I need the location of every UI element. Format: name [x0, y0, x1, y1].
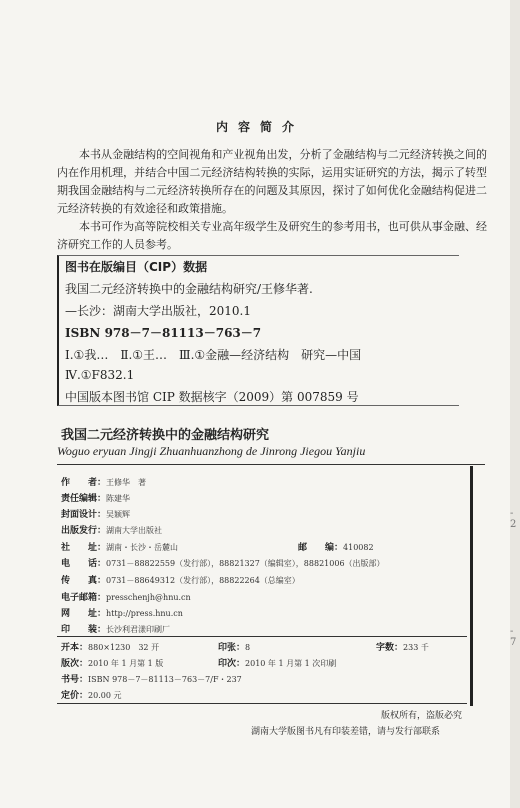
fax-label: 传 真： — [61, 576, 107, 586]
info-author — [61, 475, 146, 488]
info-printer — [61, 622, 170, 635]
format-value: 880×1230 32 开 — [88, 643, 160, 652]
summary-body — [57, 146, 487, 254]
info-publisher — [61, 523, 162, 536]
publisher-label: 出版发行： — [61, 526, 107, 536]
website-label: 网 址： — [61, 609, 107, 619]
printer-label: 印 装： — [61, 625, 107, 635]
divider-top — [57, 464, 485, 465]
cip-isbn: ISBN 978－7－81113－763－7 — [65, 326, 262, 340]
info-editor — [61, 491, 130, 504]
cip-heading: 图书在版编目（CIP）数据 — [65, 260, 208, 274]
words-value: 233 千 — [403, 643, 429, 652]
words-label: 字数： — [376, 643, 404, 653]
bookno-value: ISBN 978－7－81113－763－7/F・237 — [88, 675, 242, 684]
info-sheets — [218, 640, 250, 653]
summary-paragraph-1: 本书从金融结构的空间视角和产业视角出发，分析了金融结构与二元经济转换之间的内在作用机理，并结合中国二元经济结构转换的实际，运用实证研究的方法，揭示了转型期我国金融结构与二元经济转换所存在的问题及其原因，探讨了如何优化金融结构促进二元经济转换的有效途径和政策措施。 — [57, 148, 487, 215]
info-format — [61, 640, 159, 653]
copyright-notice: 版权所有，盗版必究 — [381, 711, 463, 721]
info-bookno — [61, 672, 242, 685]
address-value: 湖南・长沙・岳麓山 — [106, 543, 179, 552]
info-fax — [61, 573, 300, 586]
summary-title: 内容简介 — [215, 120, 304, 134]
format-label: 开本： — [61, 643, 89, 653]
publisher-value: 湖南大学出版社 — [106, 526, 163, 535]
cip-line-4: Ⅰ.①我… Ⅱ.①王… Ⅲ.①金融—经济结构 研究—中国 — [65, 348, 362, 362]
defect-notice: 湖南大学版图书凡有印装差错，请与发行部联系 — [251, 727, 441, 737]
info-address — [61, 540, 178, 553]
edge-mark-2: - 7 — [510, 626, 517, 648]
info-price — [61, 688, 121, 701]
cip-line-6: 中国版本图书馆 CIP 数据核字（2009）第 007859 号 — [65, 390, 359, 404]
website-value: http://press.hnu.cn — [106, 609, 183, 618]
book-title: 我国二元经济转换中的金融结构研究 — [61, 428, 270, 443]
price-label: 定价： — [61, 691, 89, 701]
info-website — [61, 606, 183, 619]
info-printing — [218, 656, 336, 669]
info-words — [376, 640, 429, 653]
printer-value: 长沙利君漾印刷厂 — [106, 625, 171, 634]
fax-value: 0731－88649312（发行部），88822264（总编室） — [106, 576, 300, 585]
edition-value: 2010 年 1 月第 1 版 — [88, 659, 164, 668]
info-postcode — [298, 540, 374, 553]
printing-value: 2010 年 1 月第 1 次印刷 — [245, 659, 337, 668]
cip-line-5: Ⅳ.①F832.1 — [65, 368, 135, 382]
editor-value: 陈建华 — [106, 494, 131, 503]
cover-value: 吴颖辉 — [106, 510, 131, 519]
divider-vertical — [470, 466, 473, 706]
info-email — [61, 590, 191, 603]
sheets-value: 8 — [245, 643, 251, 652]
book-title-pinyin: Woguo eryuan Jingji Zhuanhuanzhong de Jinrong Jiegou Yanjiu — [57, 444, 366, 458]
price-value: 20.00 元 — [88, 691, 122, 700]
email-value: presschenjh@hnu.cn — [106, 593, 191, 602]
cip-line-2: —长沙：湖南大学出版社，2010.1 — [65, 304, 251, 318]
cover-label: 封面设计： — [61, 510, 107, 520]
postcode-label: 邮 编： — [298, 543, 344, 553]
edition-label: 版次： — [61, 659, 89, 669]
bookno-label: 书号： — [61, 675, 89, 685]
postcode-value: 410082 — [343, 543, 374, 552]
sheets-label: 印张： — [218, 643, 246, 653]
edge-mark-1: - 2 — [510, 508, 517, 530]
cip-line-1: 我国二元经济转换中的金融结构研究/王修华著. — [65, 282, 313, 296]
page-edge — [510, 0, 520, 808]
editor-label: 责任编辑： — [61, 494, 107, 504]
divider-bottom — [57, 703, 467, 704]
phone-label: 电 话： — [61, 559, 107, 569]
author-value: 王修华 著 — [106, 478, 147, 487]
address-label: 社 址： — [61, 543, 107, 553]
email-label: 电子邮箱： — [61, 593, 107, 603]
printing-label: 印次： — [218, 659, 246, 669]
author-label: 作 者： — [61, 478, 107, 488]
phone-value: 0731－88822559（发行部），88821327（编辑室），88821006（出版部） — [106, 559, 385, 568]
info-edition — [61, 656, 163, 669]
info-phone — [61, 556, 385, 569]
info-cover — [61, 507, 130, 520]
summary-paragraph-2: 本书可作为高等院校相关专业高年级学生及研究生的参考用书，也可供从事金融、经济研究工作的人员参考。 — [57, 220, 487, 251]
divider-mid — [57, 636, 467, 637]
cip-data-box — [57, 255, 459, 406]
